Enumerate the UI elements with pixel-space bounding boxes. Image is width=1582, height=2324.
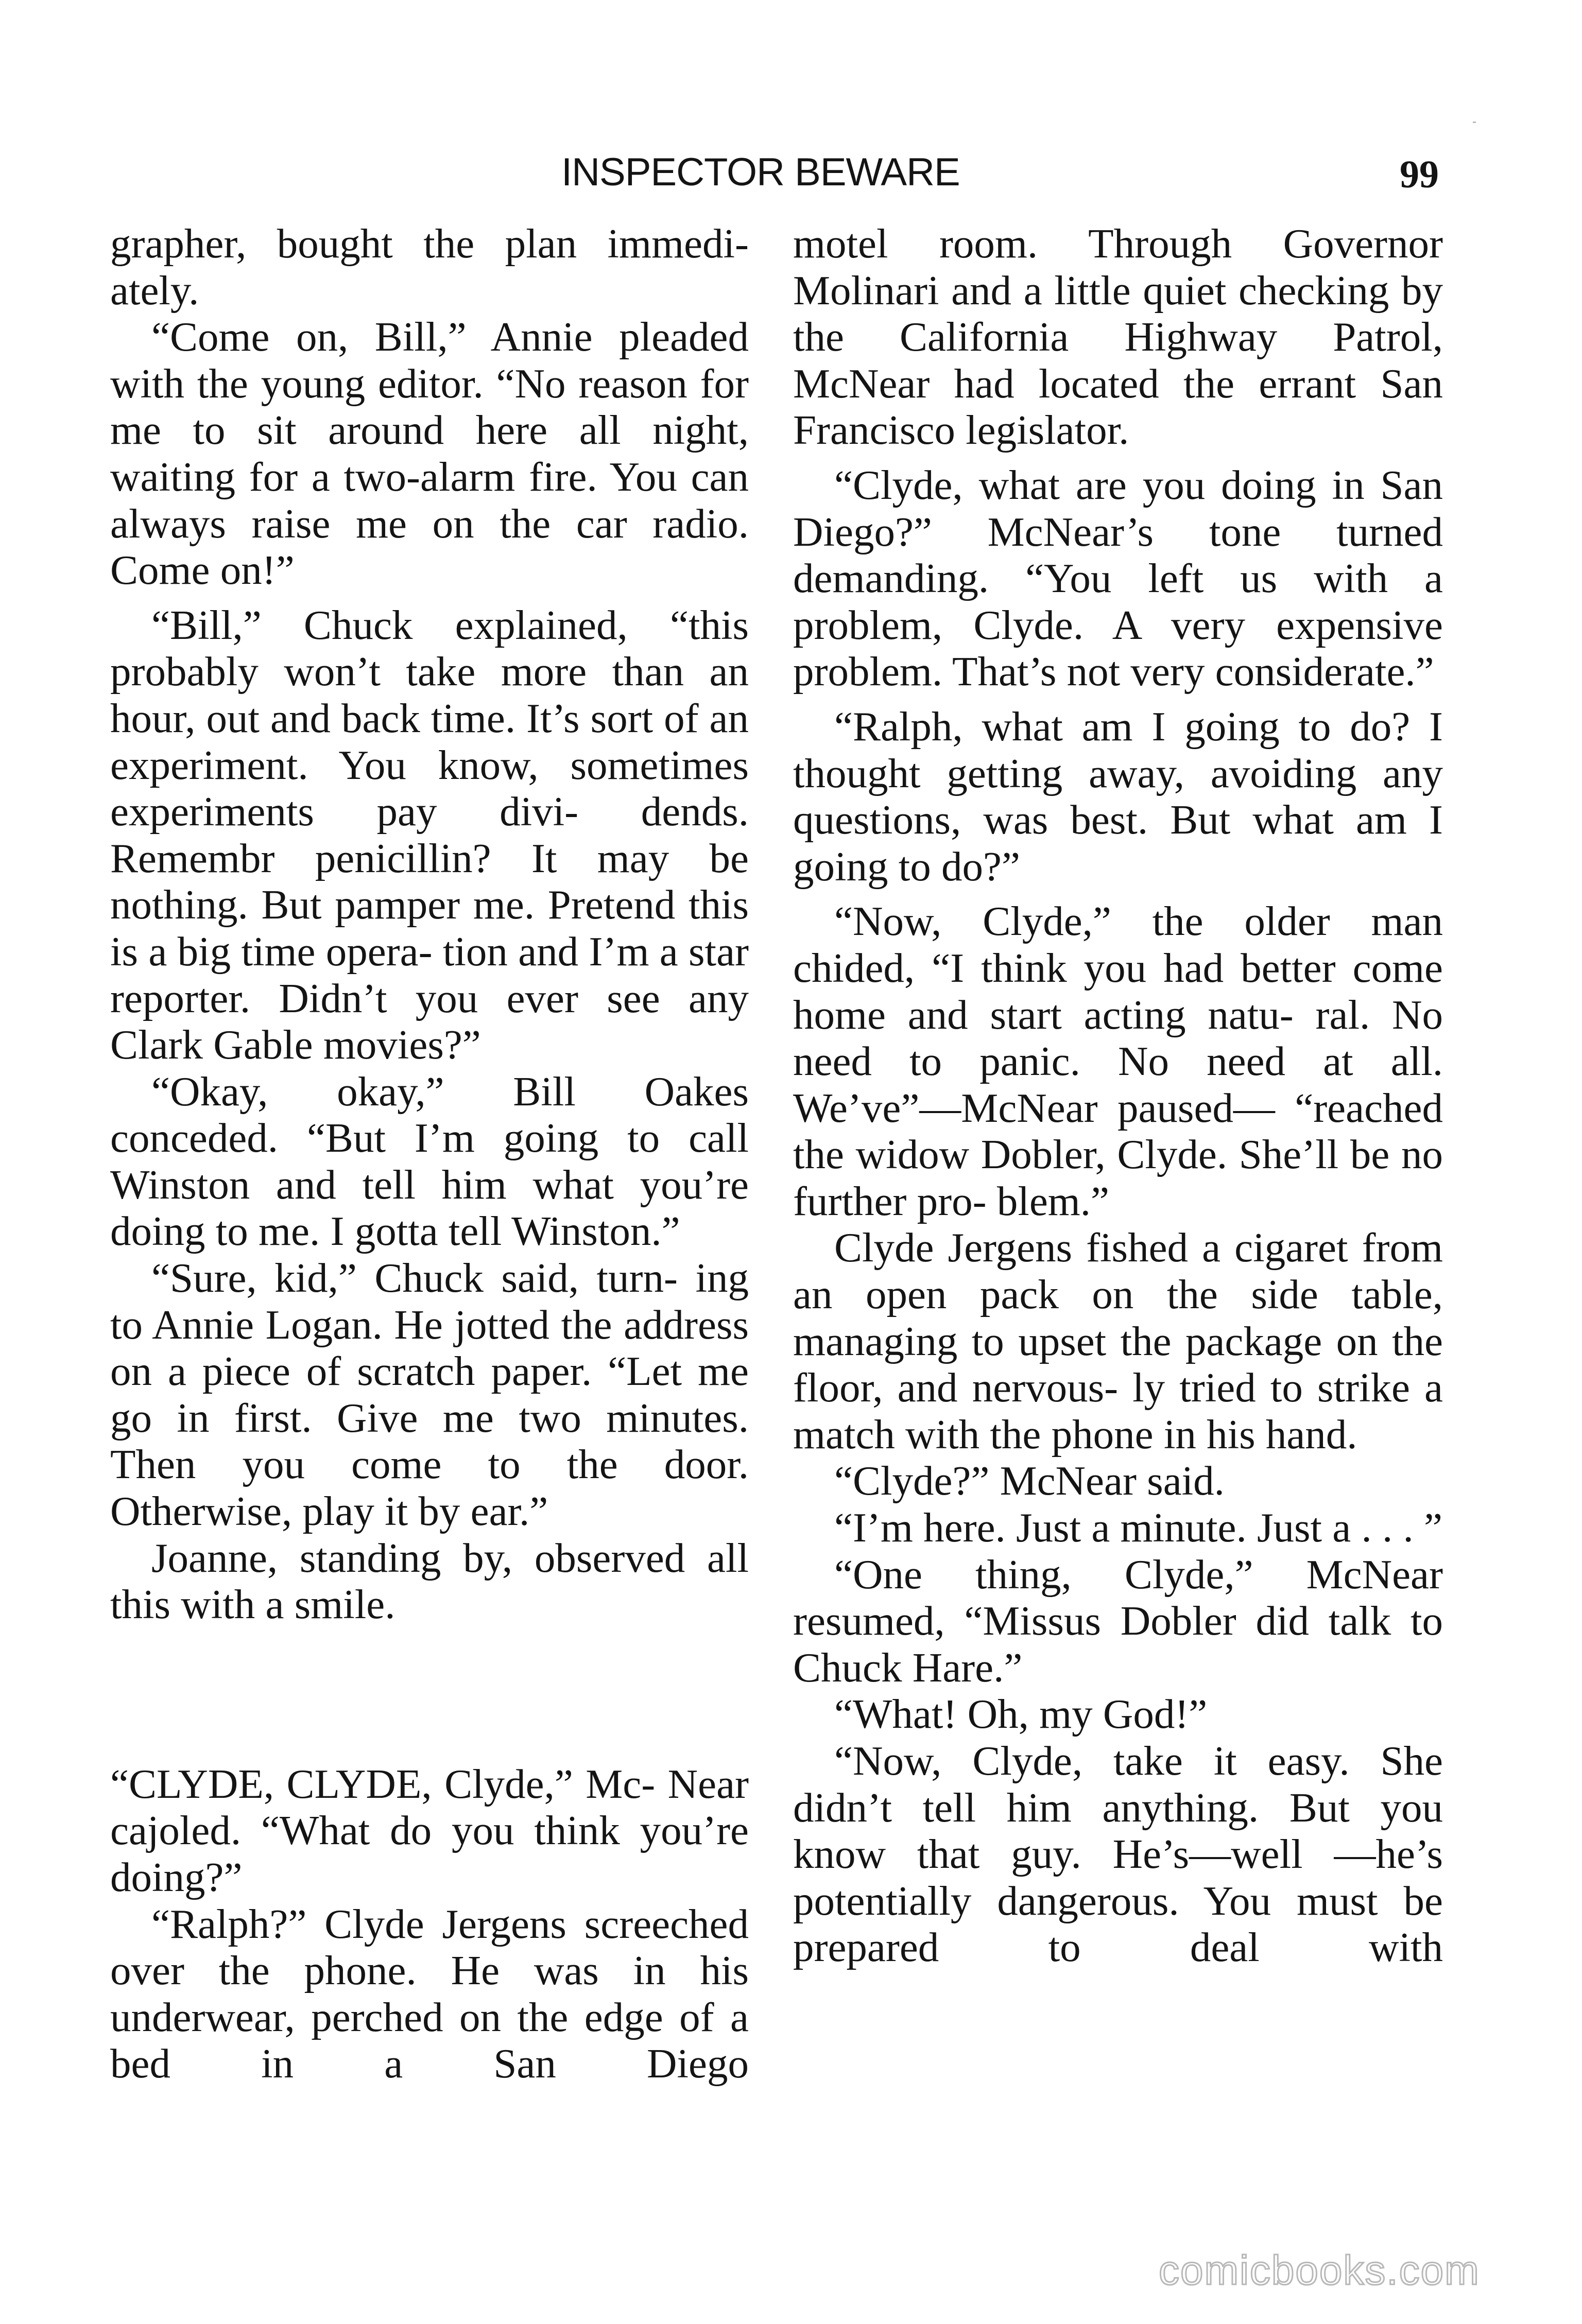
right-column	[793, 220, 1443, 1971]
paragraph: “Ralph, what am I going to do? I thought getting away, avoiding any questions, was best. But what am I going to do?”	[793, 703, 1443, 890]
paragraph: motel room. Through Governor Molinari and a little quiet checking by the California Highway Patrol, McNear had located the errant San Francisco legislator.	[793, 220, 1443, 454]
paragraph: “Sure, kid,” Chuck said, turn- ing to Annie Logan. He jotted the address on a piece of scratch paper. “Let me go in first. Give me two minutes. Then you come to the door. Otherwise, play it by ear.”	[110, 1255, 749, 1535]
paragraph: “Now, Clyde,” the older man chided, “I think you had better come home and start acting natu- ral. No need to panic. No need at all. We’ve”—McNear paused— “reached the widow Dobler, Clyde. She’ll be no further pro- blem.”	[793, 898, 1443, 1224]
paragraph: “Okay, okay,” Bill Oakes conceded. “But I’m going to call Winston and tell him what you’re doing to me. I gotta tell Winston.”	[110, 1068, 749, 1255]
running-header	[0, 144, 1582, 201]
scan-speck	[1473, 122, 1476, 123]
paragraph: “Bill,” Chuck explained, “this probably won’t take more than an hour, out and back time. It’s sort of an experiment. You know, sometimes experiments pay divi- dends. Remembr penicillin? It may be nothing. But pamper me. Pretend this is a big time opera- tion and I’m a star reporter. Didn’t you ever see any Clark Gable movies?”	[110, 601, 749, 1068]
paragraph: “What! Oh, my God!”	[834, 1691, 1208, 1738]
watermark-logo: comicbooks.com	[1159, 2247, 1480, 2293]
paragraph: Clyde Jergens fished a cigaret from an open pack on the side table, managing to upset the package on the floor, and nervous- ly tried to strike a match with the phone in his hand.	[793, 1224, 1443, 1458]
paragraph: “One thing, Clyde,” McNear resumed, “Missus Dobler did talk to Chuck Hare.”	[793, 1551, 1443, 1691]
paragraph: “Clyde, what are you doing in San Diego?” McNear’s tone turned demanding. “You left us with a problem, Clyde. A very expensive problem. That’s not very considerate.”	[793, 461, 1443, 695]
paragraph: “I’m here. Just a minute. Just a . . . ”	[834, 1504, 1442, 1551]
left-column	[110, 220, 749, 2087]
page-number: 99	[1400, 153, 1439, 196]
paragraph: “Now, Clyde, take it easy. She didn’t tell him anything. But you know that guy. He’s—well —he’s potentially dangerous. You must be prepared to deal with	[793, 1738, 1443, 1971]
section-opening-paragraph: “CLYDE, CLYDE, Clyde,” Mc- Near cajoled. “What do you think you’re doing?”	[110, 1760, 749, 1900]
paragraph: “Clyde?” McNear said.	[834, 1458, 1225, 1504]
paragraph: Joanne, standing by, observed all this with a smile.	[110, 1534, 749, 1628]
paragraph: grapher, bought the plan immedi- ately.	[110, 220, 749, 314]
paragraph: “Ralph?” Clyde Jergens screeched over the phone. He was in his underwear, perched on the edge of a bed in a San Diego	[110, 1900, 749, 2087]
paragraph: “Come on, Bill,” Annie pleaded with the young editor. “No reason for me to sit around here all night, waiting for a two-alarm fire. You can always raise me on the car radio. Come on!”	[110, 314, 749, 594]
running-title: INSPECTOR BEWARE	[561, 150, 960, 194]
